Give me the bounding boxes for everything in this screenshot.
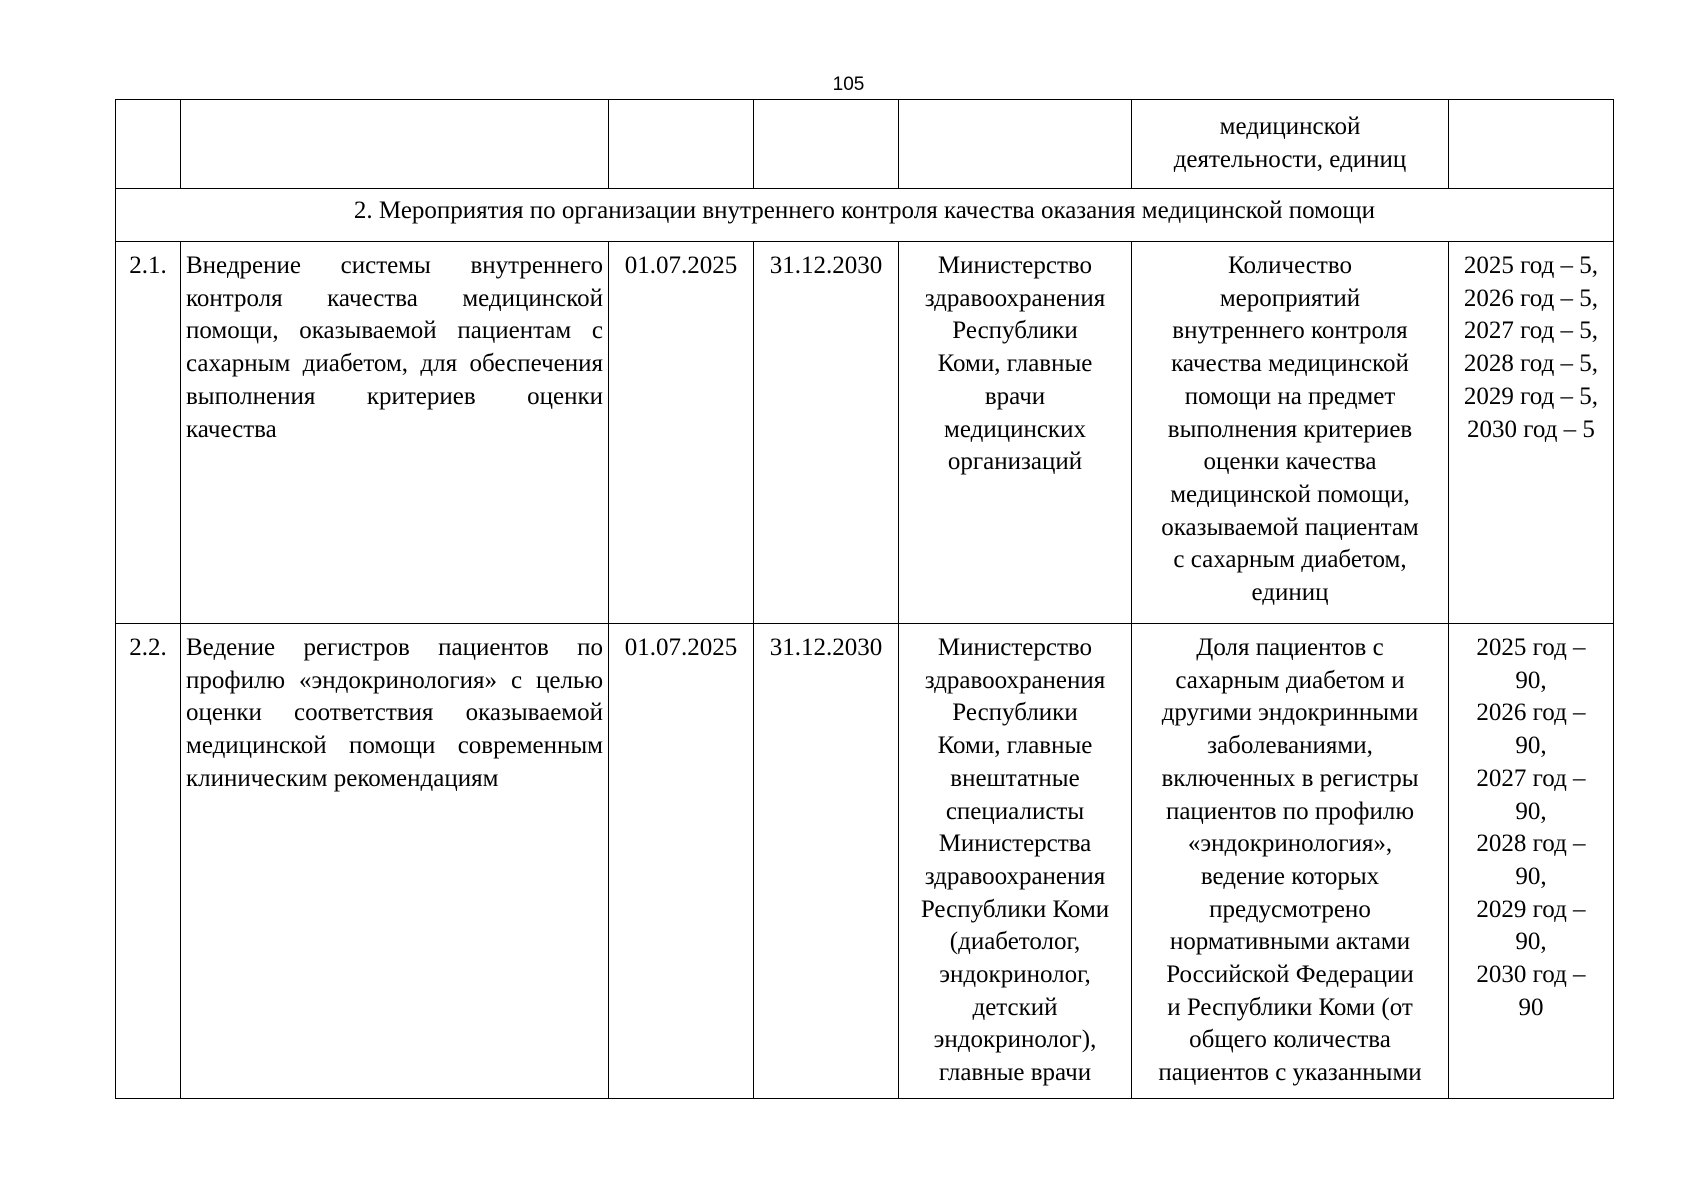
cell-num xyxy=(116,100,181,189)
cell-start xyxy=(609,100,754,189)
cell-responsible xyxy=(899,100,1132,189)
row-start-date: 01.07.2025 xyxy=(609,624,754,1099)
value-line: 2028 год – 5, xyxy=(1463,350,1599,378)
row-action: Внедрение системы внутреннего контроля качества медицинской помощи, оказываемой пациентам с сахарным диабетом, для обеспечения выполнения критериев оценки качества xyxy=(181,242,609,624)
value-line: 2027 год – 5, xyxy=(1463,317,1599,345)
row-indicator: Количество мероприятий внутреннего контроля качества медицинской помощи на предмет выполнения критериев оценки качества медицинской помощи, оказываемой пациентам с сахарным диабетом, единиц xyxy=(1132,242,1449,624)
row-responsible: Министерство здравоохранения Республики Коми, главные внештатные специалисты Министерства здравоохранения Республики Коми (диабетолог, эндокринолог, детский эндокринолог), главные врачи xyxy=(899,624,1132,1099)
value-line: 2028 год – xyxy=(1476,830,1586,858)
value-line: 90, xyxy=(1515,797,1547,825)
table-row xyxy=(116,242,1614,624)
value-line: 2029 год – 5, xyxy=(1463,382,1599,410)
value-line: 2027 год – xyxy=(1476,764,1586,792)
cell-action xyxy=(181,100,609,189)
value-line: 2029 год – xyxy=(1476,895,1586,923)
section-row xyxy=(116,189,1614,242)
row-number: 2.2. xyxy=(116,624,181,1099)
value-line: 90 xyxy=(1518,993,1544,1021)
cell-indicator: медицинской деятельности, единиц xyxy=(1132,100,1449,189)
value-line: 2025 год – xyxy=(1476,634,1586,661)
plan-table xyxy=(115,99,1614,1099)
value-line: 2026 год – 5, xyxy=(1463,284,1599,312)
row-values xyxy=(1449,624,1614,1099)
row-action: Ведение регистров пациентов по профилю «эндокринология» с целью оценки соответствия оказываемой медицинской помощи современным клиническим рекомендациям xyxy=(181,624,609,1099)
row-responsible: Министерство здравоохранения Республики Коми, главные врачи медицинских организаций xyxy=(899,242,1132,624)
value-line: 2025 год – 5, xyxy=(1463,252,1599,279)
row-start-date: 01.07.2025 xyxy=(609,242,754,624)
row-end-date: 31.12.2030 xyxy=(754,624,899,1099)
row-end-date: 31.12.2030 xyxy=(754,242,899,624)
value-line: 90, xyxy=(1515,732,1547,760)
value-line: 90, xyxy=(1515,928,1547,956)
table-row xyxy=(116,624,1614,1099)
cell-values xyxy=(1449,100,1614,189)
row-values xyxy=(1449,242,1614,624)
row-indicator: Доля пациентов с сахарным диабетом и другими эндокринными заболеваниями, включенных в регистры пациентов по профилю «эндокринология», ведение которых предусмотрено нормативными актами Российской Федерации и Республики Коми (от общего количества пациентов с указанными xyxy=(1132,624,1449,1099)
row-number: 2.1. xyxy=(116,242,181,624)
value-line: 2026 год – xyxy=(1476,699,1586,727)
value-line: 90, xyxy=(1515,862,1547,890)
page-number: 105 xyxy=(832,74,865,95)
value-line: 2030 год – xyxy=(1476,961,1586,989)
value-line: 2030 год – 5 xyxy=(1467,415,1595,443)
cell-end xyxy=(754,100,899,189)
value-line: 90, xyxy=(1515,666,1547,694)
continuation-row xyxy=(116,100,1614,189)
section-heading: 2. Мероприятия по организации внутреннего контроля качества оказания медицинской помощи xyxy=(116,189,1614,242)
